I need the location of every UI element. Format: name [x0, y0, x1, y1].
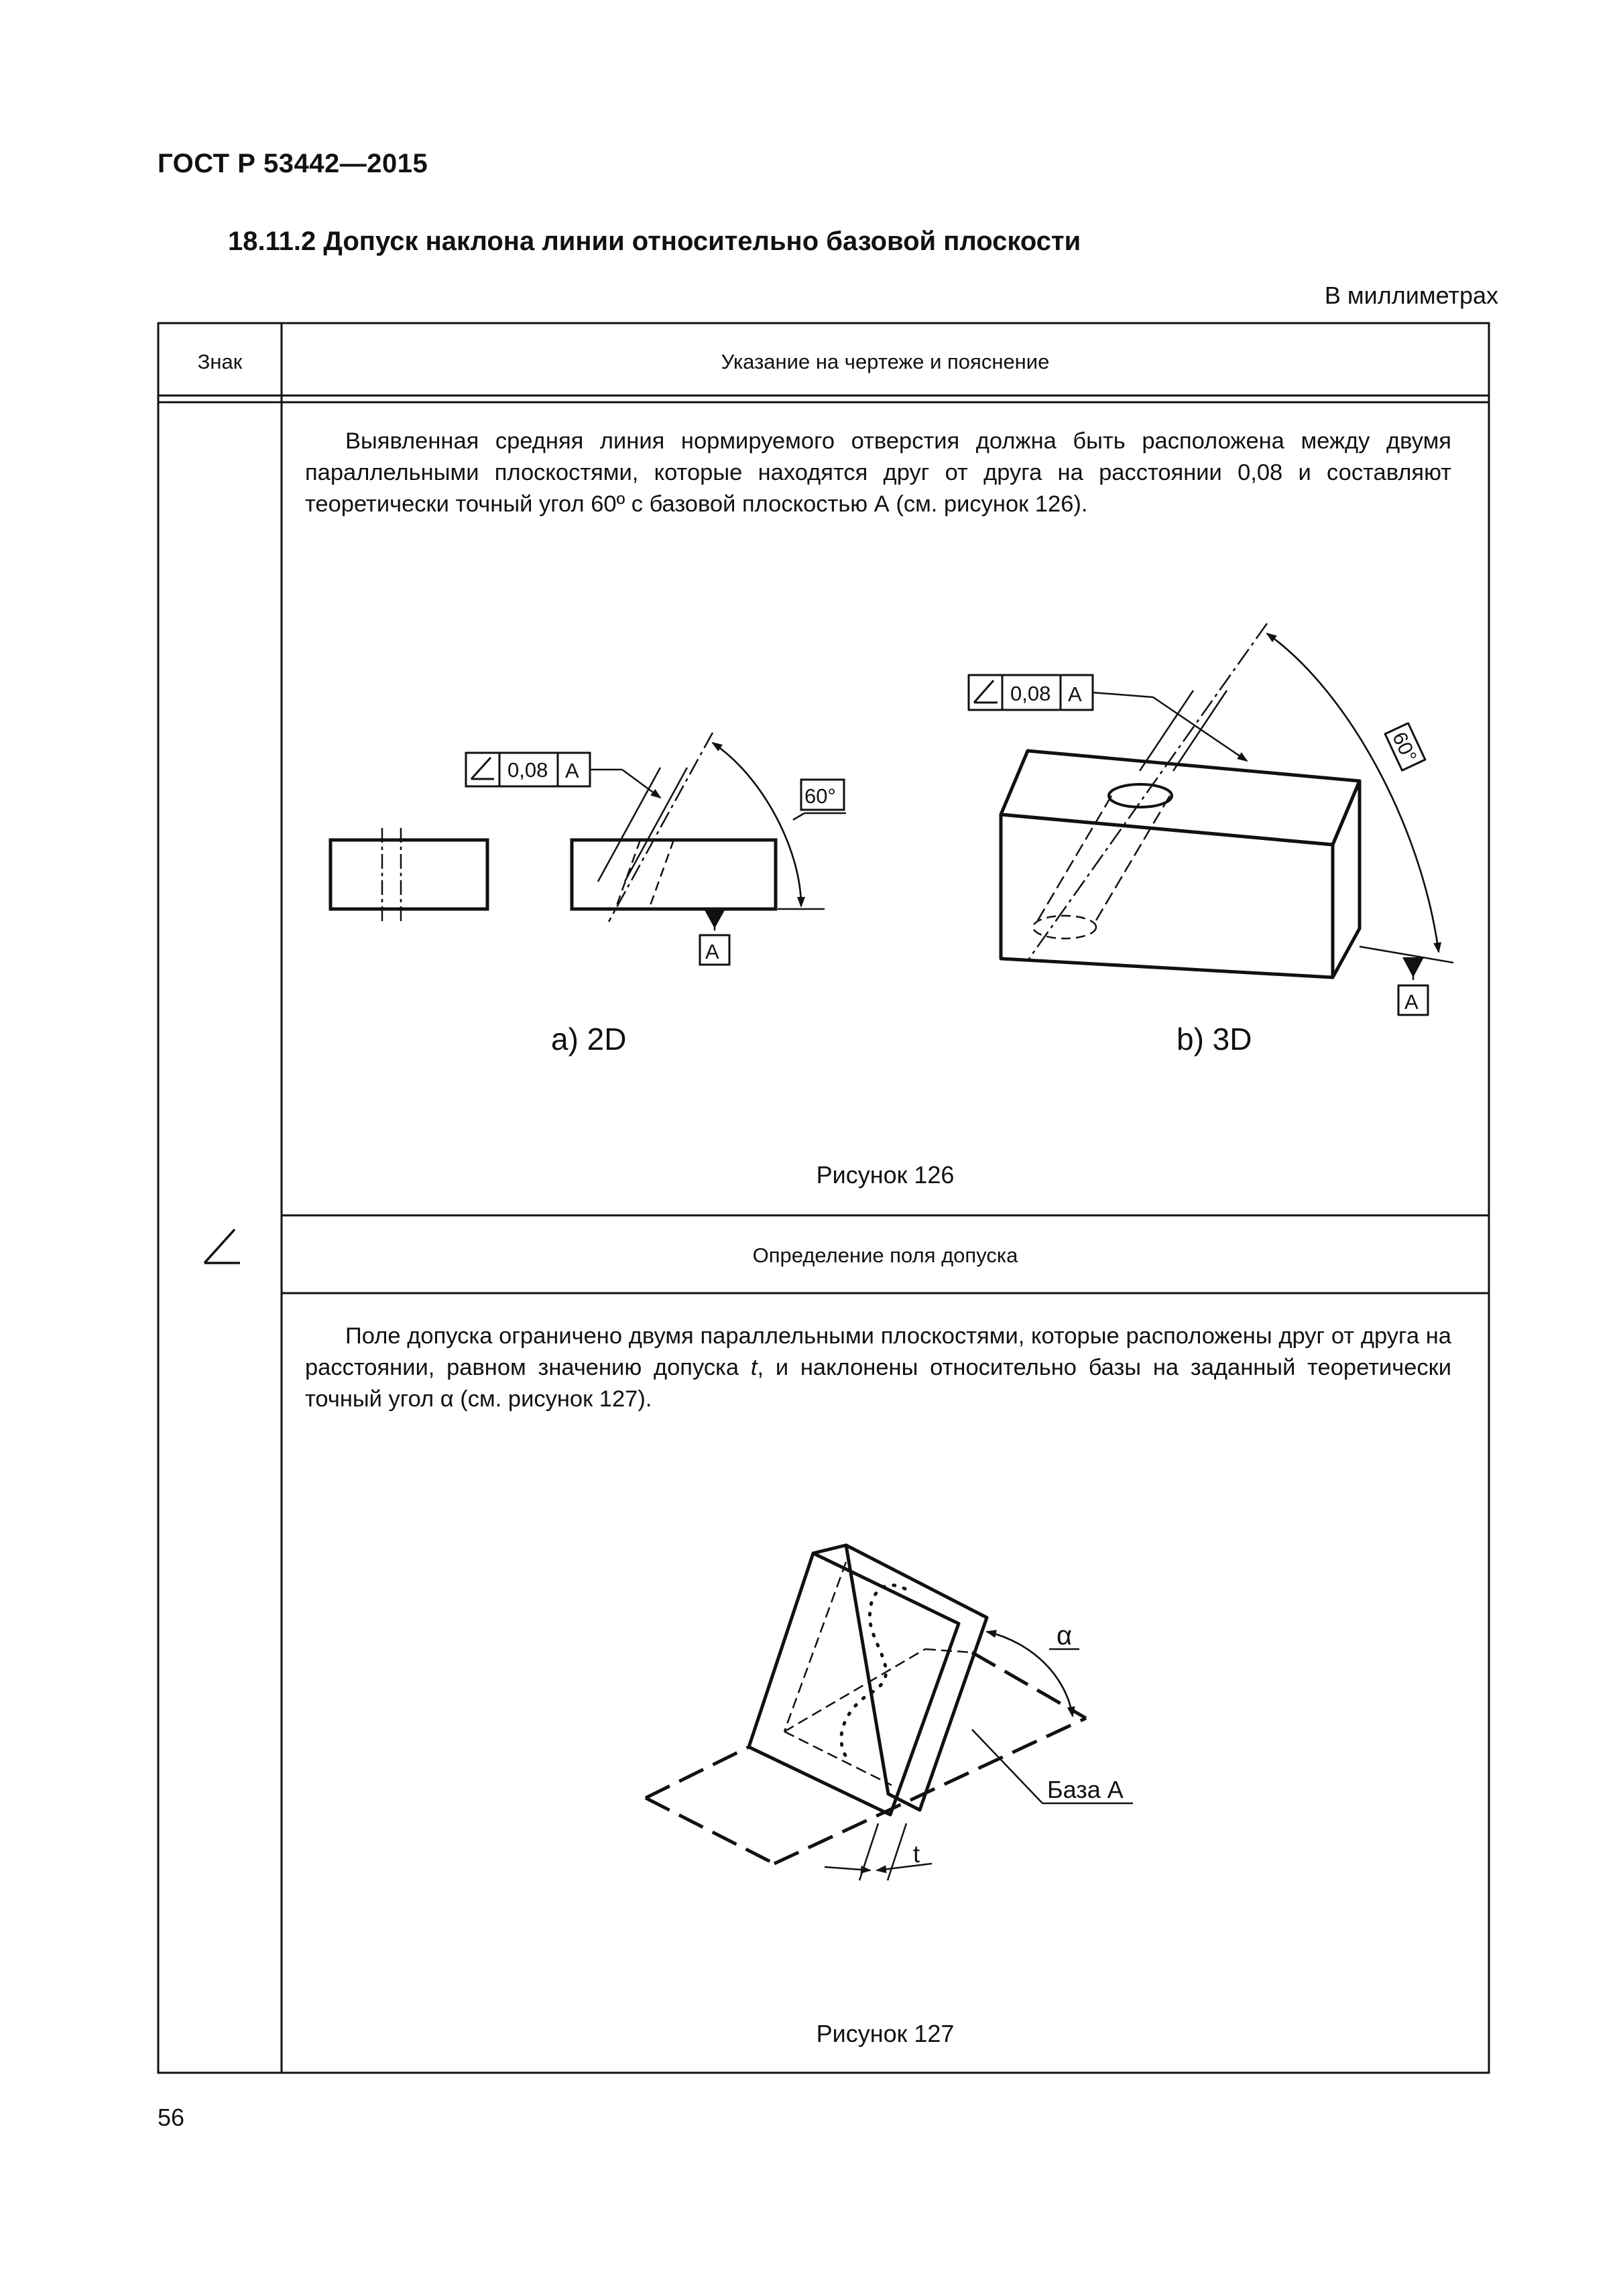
paragraph-2: Поле допуска ограничено двумя параллельными плоскостями, которые расположены друг от друга на расстоянии, равном значению допуска t, и наклонены относительно базы на заданный теоретически точный угол α (см. рисунок 127). [305, 1323, 1452, 1412]
svg-text:A: A [1404, 990, 1419, 1014]
svg-text:A: A [565, 759, 579, 782]
svg-text:A: A [1068, 682, 1082, 706]
svg-text:60°: 60° [804, 784, 836, 808]
figure-126-label-3d: b) 3D [1177, 1022, 1252, 1056]
figure-126-caption: Рисунок 126 [816, 1161, 955, 1189]
svg-text:α: α [1057, 1621, 1073, 1650]
svg-text:t: t [913, 1840, 920, 1868]
units-note: В миллиметрах [1324, 282, 1498, 309]
column-header-description: Указание на чертеже и пояснение [721, 350, 1050, 373]
subheader-tolerance-zone: Определение поля допуска [752, 1244, 1018, 1267]
column-header-sign: Знак [197, 350, 243, 373]
svg-text:База А: База А [1047, 1776, 1124, 1803]
document-id: ГОСТ Р 53442—2015 [158, 149, 428, 178]
figure-126-label-2d: a) 2D [551, 1022, 627, 1056]
page-number: 56 [158, 2104, 185, 2131]
svg-text:60°: 60° [1388, 729, 1421, 766]
paragraph-1: Выявленная средняя линия нормируемого отверстия должна быть расположена между двумя параллельными плоскостями, которые находятся друг от друга на расстоянии 0,08 и составляют теоретически точный угол 60º с базовой плоскостью А (см. рисунок 126). [305, 428, 1451, 517]
figure-127-caption: Рисунок 127 [816, 2020, 955, 2047]
svg-text:0,08: 0,08 [507, 758, 548, 782]
svg-text:A: A [705, 940, 719, 963]
section-title: 18.11.2 Допуск наклона линии относительно базовой плоскости [228, 227, 1081, 256]
svg-text:0,08: 0,08 [1010, 682, 1051, 705]
